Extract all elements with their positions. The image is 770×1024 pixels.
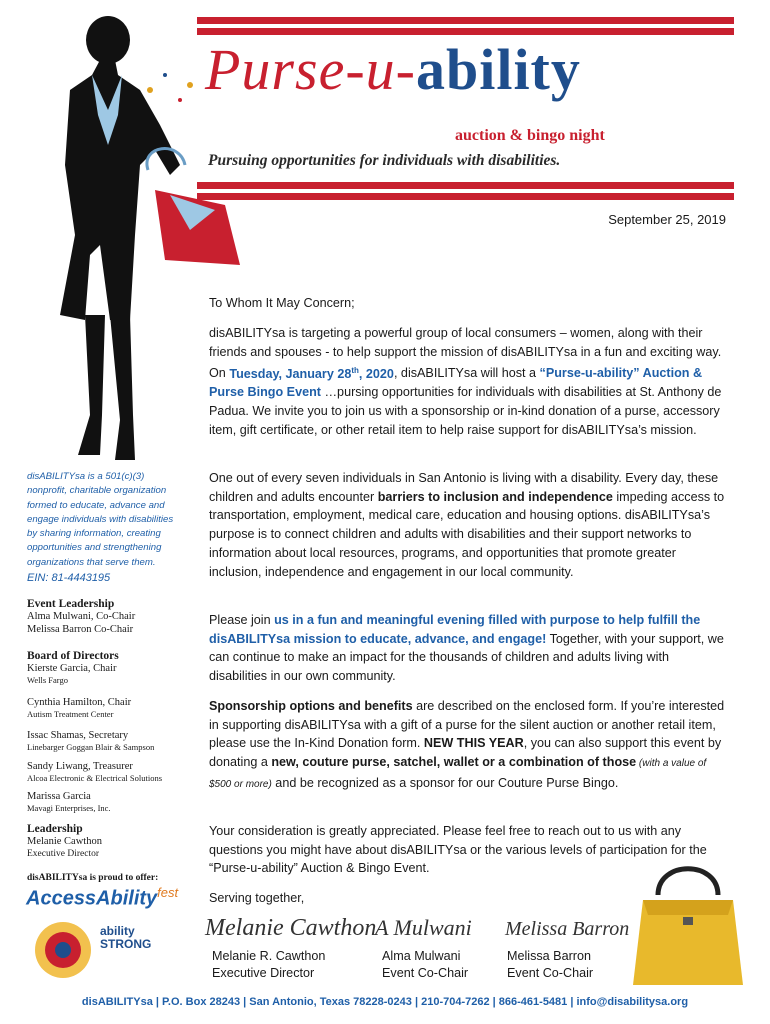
letter-salutation [209, 294, 729, 313]
p2-barriers: barriers to inclusion and independence [377, 489, 613, 504]
header-stripe-bottom-1 [197, 182, 734, 189]
offer-text [27, 873, 187, 883]
leadership-heading: Leadership [27, 823, 83, 835]
board-section [27, 650, 187, 686]
p3-text-b: Together, with your support, we can continue to make an impact for the thousands of children and adults living with disabilities in our own community. [209, 631, 724, 684]
board-member-3-name: Issac Shamas, Secretary [27, 730, 129, 741]
event-leader-2: Melissa Barron Co-Chair [27, 624, 134, 635]
letter-paragraph-1 [209, 324, 729, 439]
leader-name: Melanie Cawthon [27, 836, 102, 847]
fest-text: fest [157, 885, 179, 900]
signer-3-title: Event Co-Chair [507, 966, 594, 980]
board-member-4-org: Alcoa Electronic & Electrical Solutions [27, 773, 163, 783]
event-title [205, 36, 581, 103]
event-title-purse: Purse-u- [205, 37, 416, 102]
signer-2 [382, 948, 468, 982]
accessabilityfest-logo [26, 885, 178, 911]
event-tagline: Pursuing opportunities for individuals with disabilities. [208, 152, 561, 169]
event-leadership-heading: Event Leadership [27, 598, 115, 610]
board-member-3 [27, 729, 187, 753]
board-member-2-org: Autism Treatment Center [27, 709, 114, 719]
leadership-section [27, 823, 187, 861]
p4-items: new, couture purse, satchel, wallet or a combination of those [271, 755, 637, 770]
letter-paragraph-2 [209, 469, 729, 581]
board-member-2 [27, 696, 187, 720]
signer-3-name: Melissa Barron [507, 949, 591, 963]
p1-text-c: …pursing opportunities for individuals with disabilities at St. Anthony de Padua. We invite you to join us with a sponsorship or in-kind donation of a purse, accessory item, gift certificate, or other retail item to help raise support for disABILITYsa’s mission. [209, 385, 722, 437]
signer-3 [507, 948, 593, 982]
offer-label: disABILITYsa is proud to offer: [27, 873, 159, 883]
accessability-text: AccessAbility [26, 887, 158, 910]
board-member-4 [27, 760, 187, 784]
p1-event-name: “Purse-u-ability” Auction & Purse Bingo Event [209, 366, 703, 400]
p4-value: (with a value of $500 or more) [209, 758, 707, 790]
p1-event-date [229, 367, 394, 381]
letter-paragraph-3 [209, 611, 729, 686]
p4-text-c: and be recognized as a sponsor for our Couture Purse Bingo. [271, 775, 619, 790]
header-stripe-bottom-2 [197, 193, 734, 200]
letter-paragraph-4 [209, 697, 729, 795]
salutation-text: To Whom It May Concern; [209, 296, 355, 310]
p1-date-sup: th [351, 365, 359, 375]
header-stripe-top [197, 17, 734, 24]
header-stripe-mid [197, 28, 734, 35]
signer-1 [212, 948, 325, 982]
yellow-handbag-illustration [628, 855, 748, 995]
board-member-5 [27, 790, 187, 814]
board-member-2-name: Cynthia Hamilton, Chair [27, 697, 132, 708]
signer-2-title: Event Co-Chair [382, 966, 469, 980]
board-heading: Board of Directors [27, 650, 119, 662]
p1-year: , 2020 [358, 366, 394, 381]
sidebar-mission: disABILITYsa is a 501(c)(3) nonprofit, charitable organization formed to educate, advance and engage individuals with disabilities by sharing information, creating opportunities and strengthening organizations that serve them. [27, 471, 174, 568]
kids-logo [28, 915, 98, 985]
signature-script-1: Melanie Cawthon [205, 915, 377, 941]
board-member-3-org: Linebarger Goggan Blair & Sampson [27, 742, 155, 752]
sidebar-ein: EIN: 81-4443195 [27, 572, 111, 584]
event-subtitle: auction & bingo night [455, 127, 605, 144]
p5-text: Your consideration is greatly appreciated. Please feel free to reach out to us with any questions you might have about disABILITYsa or the various levels of participation for the “Purse-u-ability” Auction & Bingo Event. [209, 824, 707, 876]
p4-sponsorship: Sponsorship options and benefits [209, 699, 413, 713]
footer-contact: disABILITYsa | P.O. Box 28243 | San Antonio, Texas 78228-0243 | 210-704-7262 | 866-461-5481 | info@disabilitysa.org [81, 996, 689, 1008]
letter-date: September 25, 2019 [608, 212, 726, 227]
ability-strong-logo [100, 925, 160, 951]
board-member-5-name: Marissa Garcia [27, 791, 91, 802]
p4-text-b: , you can also support this event by donating a [209, 736, 722, 770]
p2-text-b: impeding access to transportation, employment, medical care, education and housing options. disABILITYsa’s purpose is to connect children and adults with disabilities and their support networks to information about local resources, programs, and opportunities that promote greater inclusion, independence and engagement in our local community. [209, 489, 725, 579]
p1-date: Tuesday, January 28 [229, 366, 352, 381]
event-leader-1: Alma Mulwani, Co-Chair [27, 611, 136, 622]
board-member-1-name: Kierste Garcia, Chair [27, 663, 117, 674]
board-member-1-org: Wells Fargo [27, 675, 68, 685]
signature-script-3: Melissa Barron [505, 918, 630, 940]
board-member-5-org: Mavagi Enterprises, Inc. [27, 803, 111, 813]
p1-text-a: disABILITYsa is targeting a powerful group of local consumers – women, along with their friends and spouses - to help support the mission of disABILITYsa in a fun and exciting way. On [209, 326, 722, 381]
p4-new-this-year: NEW THIS YEAR [423, 736, 524, 751]
leader-title: Executive Director [27, 849, 100, 859]
signer-1-name: Melanie R. Cawthon [212, 949, 326, 963]
p2-text-a: One out of every seven individuals in San Antonio is living with a disability. Every day, these children and adults encounter [209, 471, 719, 504]
event-title-ability: ability [415, 37, 581, 102]
signer-1-title: Executive Director [212, 966, 315, 980]
closing-text: Serving together, [209, 891, 305, 905]
p3-text-a: Please join [209, 613, 275, 627]
p1-text-b: , disABILITYsa will host a [393, 366, 540, 381]
board-member-4-name: Sandy Liwang, Treasurer [27, 761, 133, 772]
signature-script-2: A Mulwani [375, 915, 472, 940]
p4-text-a: are described on the enclosed form. If you’re interested in supporting disABILITYsa with a gift of a purse for the silent auction or another retail item, please use the In-Kind Donation form. [209, 699, 725, 751]
event-leadership-section [27, 598, 187, 636]
p3-highlight: us in a fun and meaningful evening filled with purpose to help fulfill the disABILITYsa mission to educate, advance, and engage! [209, 613, 701, 646]
signer-2-name: Alma Mulwani [382, 949, 461, 963]
ability-strong-text: ability STRONG [100, 924, 152, 951]
